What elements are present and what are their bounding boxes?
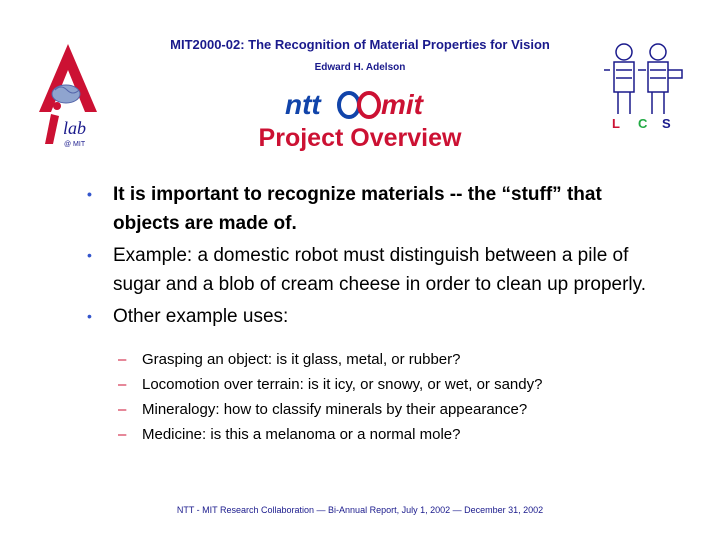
bullet-marker: •	[87, 186, 92, 202]
ilab-logo-text: lab	[63, 118, 87, 138]
bullet-marker: •	[87, 308, 92, 324]
ntt-mit-logo	[281, 84, 441, 124]
sub-bullet-item	[118, 372, 682, 397]
bullet-item	[87, 180, 653, 238]
report-header-title: MIT2000-02: The Recognition of Material Properties for Vision	[170, 37, 550, 52]
lcs-letter-c: C	[638, 116, 648, 131]
sub-bullet-marker: –	[118, 376, 127, 393]
bullet-text: Example: a domestic robot must distinguish between a pile of sugar and a blob of cream cheese in order to clean up properly.	[113, 245, 647, 295]
bullet-text: It is important to recognize materials -- the “stuff” that objects are made of.	[113, 184, 602, 234]
author-name: Edward H. Adelson	[314, 62, 406, 73]
slide-footer: NTT - MIT Research Collaboration — Bi-Annual Report, July 1, 2002 — December 31, 2002	[176, 505, 544, 515]
ilab-logo	[33, 42, 103, 152]
ilab-logo-subtext: @ MIT	[64, 141, 86, 148]
bullet-list	[87, 180, 653, 331]
lcs-logo	[600, 40, 690, 132]
sub-bullet-list	[118, 347, 682, 447]
sub-bullet-text: Mineralogy: how to classify minerals by their appearance?	[142, 401, 528, 418]
bullet-text: Other example uses:	[113, 306, 289, 327]
slide-title: Project Overview	[258, 124, 462, 152]
sub-bullet-text: Grasping an object: is it glass, metal, or rubber?	[142, 351, 461, 368]
infinity-knot-icon	[339, 93, 379, 117]
bullet-item	[87, 241, 653, 299]
lcs-letter-l: L	[612, 116, 620, 131]
ntt-logo-text: ntt	[285, 89, 321, 120]
sub-bullet-marker: –	[118, 351, 127, 368]
lcs-letter-s: S	[662, 116, 671, 131]
sub-bullet-marker: –	[118, 401, 127, 418]
bullet-marker: •	[87, 247, 92, 263]
lcs-figures-icon	[604, 44, 682, 114]
sub-bullet-text: Locomotion over terrain: is it icy, or snowy, or wet, or sandy?	[142, 376, 543, 393]
mit-logo-text: mit	[381, 89, 423, 120]
sub-bullet-item	[118, 397, 682, 422]
sub-bullet-marker: –	[118, 426, 127, 443]
sub-bullet-text: Medicine: is this a melanoma or a normal mole?	[142, 426, 461, 443]
sub-bullet-item	[118, 347, 682, 372]
sub-bullet-item	[118, 422, 682, 447]
bullet-item	[87, 302, 653, 331]
